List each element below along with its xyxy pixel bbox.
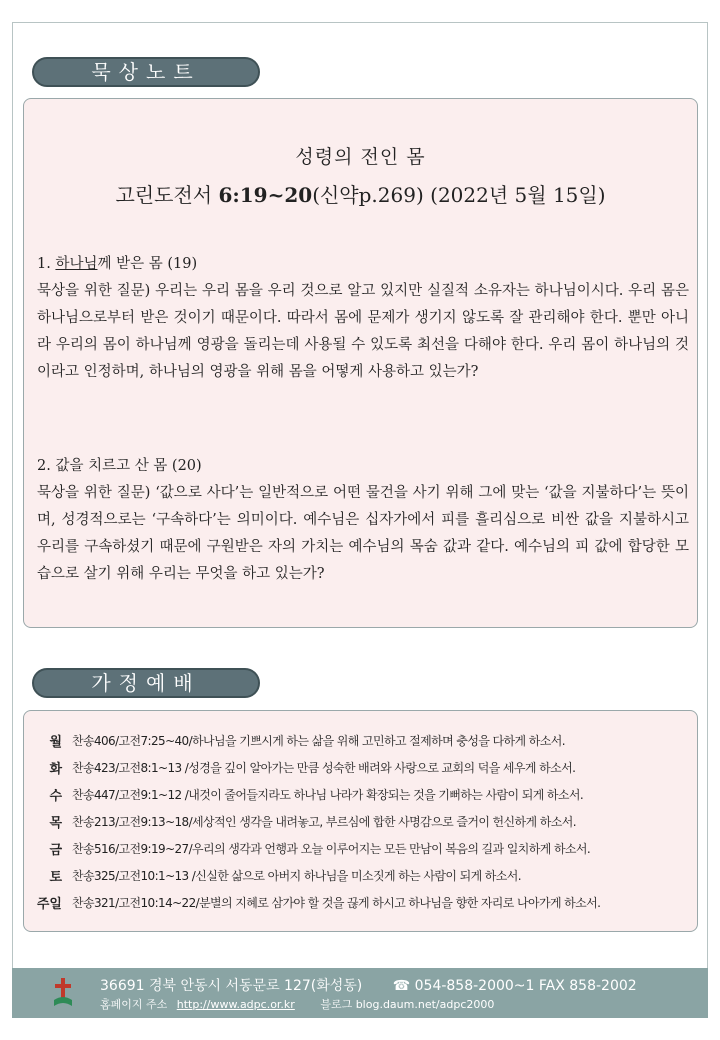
worship-text: 찬송423/고전8:1~13 /성경을 깊이 알아가는 만큼 성숙한 배려와 사랑으로 교회의 덕을 세우게 하소서.	[72, 761, 576, 775]
worship-row-sun	[32, 889, 689, 916]
footer-address-line	[100, 975, 637, 995]
footer-web-line	[100, 996, 494, 1012]
worship-day: 주일	[36, 897, 62, 912]
worship-text: 찬송213/고전9:13~18/세상적인 생각을 내려놓고, 부르심에 합한 사명감으로 즐거이 헌신하게 하소서.	[72, 815, 576, 829]
question-2-body: 묵상을 위한 질문) ‘값으로 사다’는 일반적으로 어떤 물건을 사기 위해 그에 맞는 ‘값을 지불하다’는 뜻이며, 성경적으로는 ‘구속하다’는 의미이다. 예수님은 십자가에서 피를 흘리심으로 비싼 값을 지불하시고 우리를 구속하셨기 때문에 구원받은 자의 가치는 예수님의 목숨 값과 같다. 예수님의 피 값에 합당한 모습으로 살기 위해 우리는 무엇을 하고 있는가?	[37, 485, 689, 582]
question-1-body: 묵상을 위한 질문) 우리는 우리 몸을 우리 것으로 알고 있지만 실질적 소유자는 하나님이시다. 우리 몸은 하나님으로부터 받은 것이기 때문이다. 따라서 몸에 문제가 생기지 않도록 잘 관리해야 한다. 뿐만 아니라 우리의 몸이 하나님께 영광을 돌리는데 사용될 수 있도록 최선을 다해야 한다. 우리 몸이 하나님의 것이라고 인정하며, 하나님의 영광을 위해 몸을 어떻게 사용하고 있는가?	[37, 283, 689, 380]
question-1-number: 1.	[37, 256, 51, 272]
worship-row-thu	[32, 808, 689, 835]
homepage-link[interactable]: http://www.adpc.or.kr	[176, 998, 295, 1011]
question-1-heading	[37, 251, 689, 278]
worship-text: 찬송321/고전10:14~22/분별의 지혜로 삼가야 할 것을 끊게 하시고 하나님을 향한 자리로 나아가게 하소서.	[72, 896, 601, 910]
reference-date-month: 5월	[514, 183, 547, 207]
question-2	[37, 453, 689, 588]
question-1-heading-underlined: 하나님	[55, 256, 98, 272]
reference-date-day: 15일)	[552, 183, 606, 207]
worship-day: 토	[49, 870, 62, 885]
footer-homepage-label: 홈페이지 주소	[100, 998, 168, 1011]
church-footer	[12, 968, 708, 1018]
meditation-notes-box	[23, 98, 698, 628]
worship-row-tue	[32, 754, 689, 781]
worship-day: 금	[49, 843, 62, 858]
footer-blog: 블로그 blog.daum.net/adpc2000	[320, 998, 495, 1011]
question-2-heading: 2. 값을 치르고 산 몸 (20)	[37, 458, 202, 474]
worship-row-fri	[32, 835, 689, 862]
worship-day: 수	[49, 789, 62, 804]
reference-date-year: (2022년	[430, 183, 509, 207]
sermon-title: 성령의 전인 몸	[295, 146, 426, 168]
worship-list	[32, 727, 689, 916]
worship-day: 목	[49, 816, 62, 831]
footer-phone: ☎ 054-858-2000~1 FAX 858-2002	[392, 978, 637, 994]
scripture-reference	[24, 179, 697, 208]
family-worship-box	[23, 710, 698, 932]
reference-verse: 6:19~20	[218, 183, 313, 207]
church-logo-icon	[52, 976, 74, 1010]
worship-day: 월	[49, 735, 62, 750]
worship-row-wed	[32, 781, 689, 808]
reference-book: 고린도전서	[115, 183, 213, 207]
worship-day: 화	[49, 762, 62, 777]
worship-section-tab: 가정예배	[32, 668, 260, 698]
reference-page: (신약p.269)	[312, 183, 424, 207]
question-1	[37, 251, 689, 386]
worship-text: 찬송516/고전9:19~27/우리의 생각과 언행과 오늘 이루어지는 모든 만남이 복음의 길과 일치하게 하소서.	[72, 842, 591, 856]
footer-address: 36691 경북 안동시 서동문로 127(화성동)	[100, 978, 363, 994]
worship-text: 찬송406/고전7:25~40/하나님을 기쁘시게 하는 삶을 위해 고민하고 절제하며 충성을 다하게 하소서.	[72, 734, 565, 748]
worship-text: 찬송447/고전9:1~12 /내것이 줄어들지라도 하나님 나라가 확장되는 것을 기뻐하는 사람이 되게 하소서.	[72, 788, 584, 802]
question-1-heading-rest: 께 받은 몸 (19)	[97, 256, 198, 272]
worship-row-mon	[32, 727, 689, 754]
notes-section-tab: 묵상노트	[32, 57, 260, 87]
worship-row-sat	[32, 862, 689, 889]
worship-text: 찬송325/고전10:1~13 /신실한 삶으로 아버지 하나님을 미소짓게 하는 사람이 되게 하소서.	[72, 869, 521, 883]
